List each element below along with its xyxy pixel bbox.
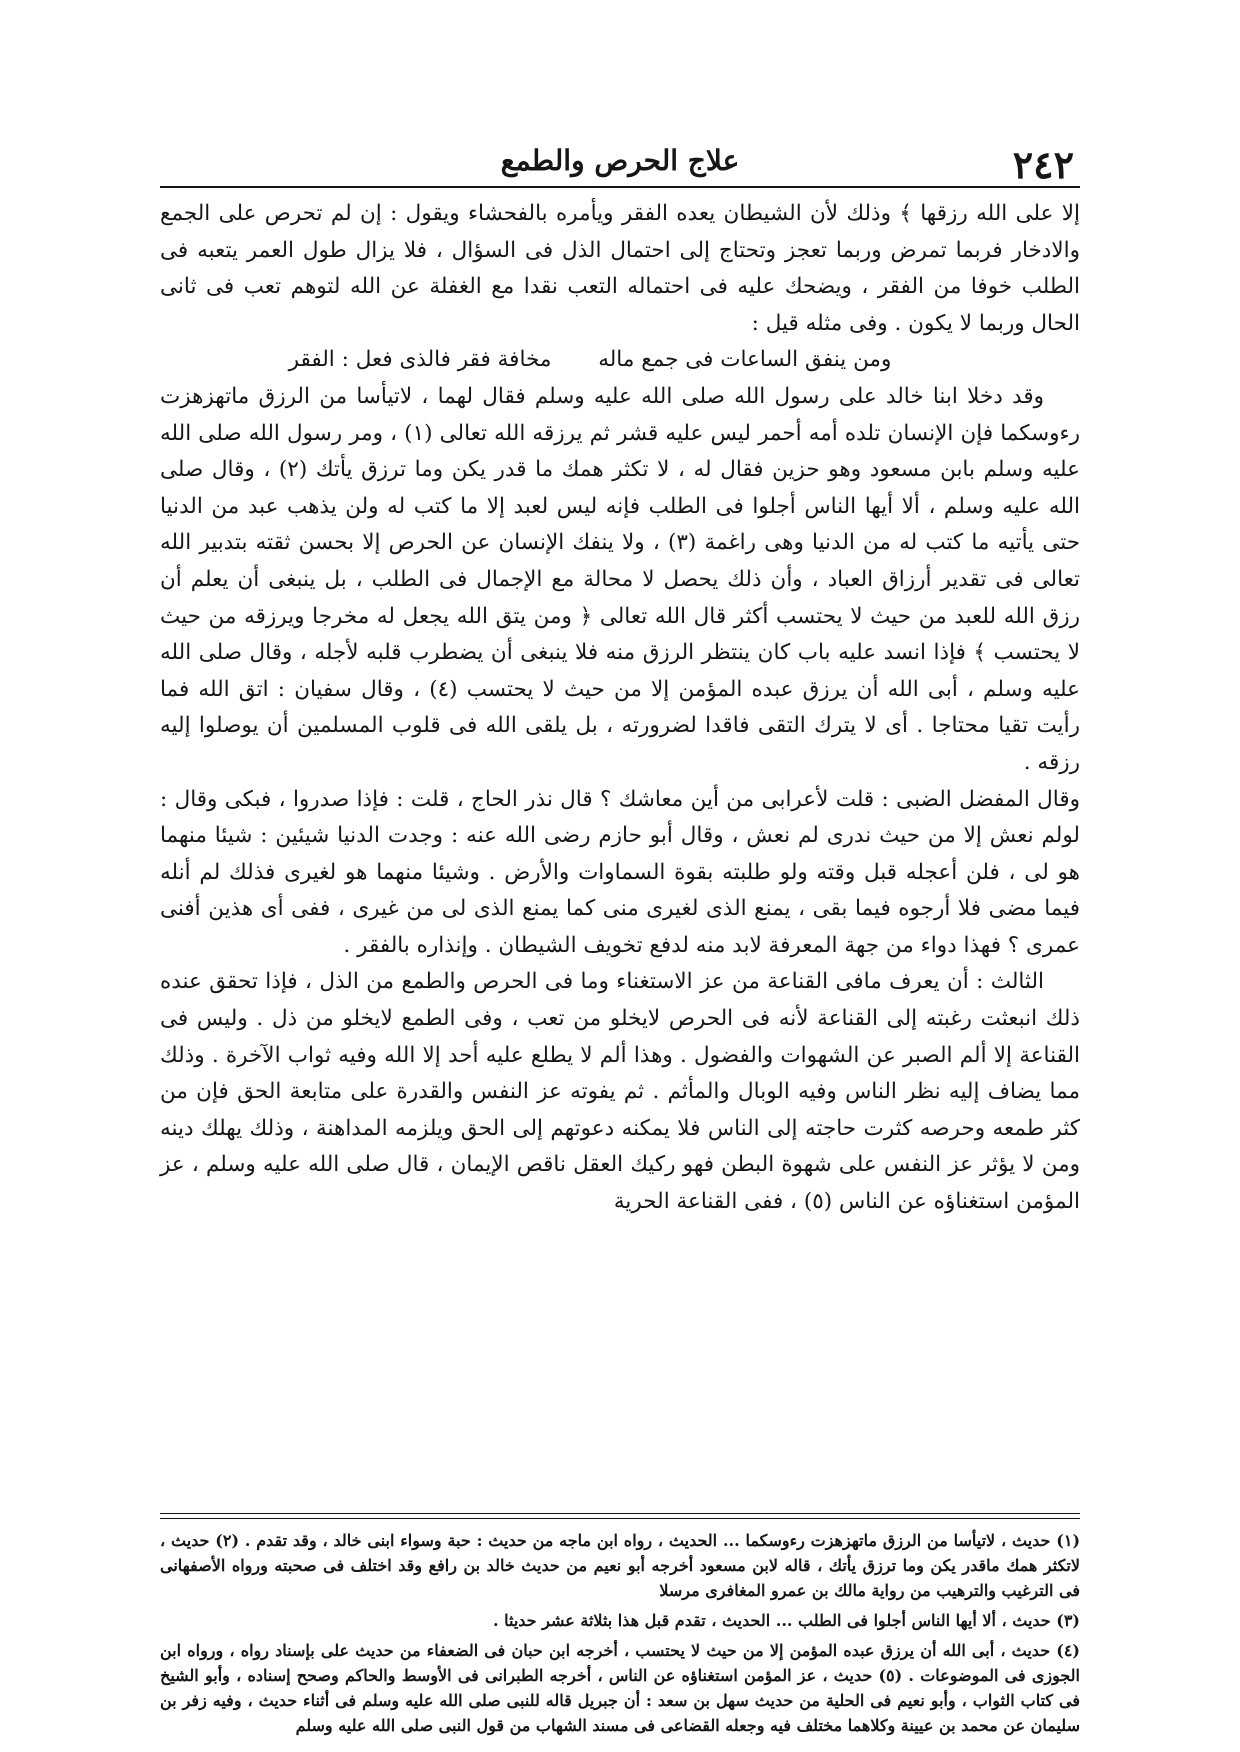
poem-hemistich-2: مخافة فقر فالذى فعل : الفقر xyxy=(288,347,552,373)
main-text xyxy=(160,196,1080,1221)
footnote-1-2: (١) حديث ، لاتيأسا من الرزق ماتهزهزت رءوسكما ... الحديث ، رواه ابن ماجه من حديث : حبة وسواء ابنى خالد ، وقد تقدم . (٢) حديث ، لاتكثر همك ماقدر يكن وما ترزق يأتك ، قاله لابن مسعود أخرجه أبو نعيم من حديث خالد بن رافع وقد اختلف فى صحبته ورواه الأصفهانى فى الترغيب والترهيب من رواية مالك بن عمرو المغافرى مرسلا xyxy=(160,1531,1081,1600)
paragraph-1: إلا على الله رزقها ﴾ وذلك لأن الشيطان يعده الفقر ويأمره بالفحشاء ويقول : إن لم تحرص على الجمع والادخار فربما تمرض وربما تعجز وتحتاج إلى احتمال الذل فى السؤال ، فلا يزال طول العمر يتعبه فى الطلب خوفا من الفقر ، ويضحك عليه فى احتماله التعب نقدا مع الغفلة عن الله لتوهم تعب فى ثانى الحال وربما لا يكون . وفى مثله قيل : xyxy=(160,201,1080,336)
footnote-3: (٣) حديث ، ألا أيها الناس أجلوا فى الطلب ... الحديث ، تقدم قبل هذا بثلاثة عشر حديثا . xyxy=(492,1611,1080,1630)
poem-hemistich-1: ومن ينفق الساعات فى جمع ماله xyxy=(598,347,892,373)
page-number: ٢٤٢ xyxy=(1012,142,1074,187)
footnote-rule xyxy=(160,1513,1080,1519)
paragraph-4: الثالث : أن يعرف مافى القناعة من عز الاستغناء وما فى الحرص والطمع من الذل ، فإذا تحقق عنده ذلك انبعثت رغبته إلى القناعة لأنه فى الحرص لايخلو من تعب ، وفى الطمع لايخلو من ذل . وليس فى القناعة إلا ألم الصبر عن الشهوات والفضول . وهذا ألم لا يطلع عليه أحد إلا الله وفيه ثواب الآخرة . وذلك مما يضاف إليه نظر الناس وفيه الوبال والمأثم . ثم يفوته عز النفس والقدرة على متابعة الحق فإن من كثر طمعه وحرصه كثرت حاجته إلى الناس فلا يمكنه دعوتهم إلى الحق ويلزمه المداهنة ، وذلك يهلك دينه ومن لا يؤثر عز النفس على شهوة البطن فهو ركيك العقل ناقص الإيمان ، قال صلى الله عليه وسلم ، عز المؤمن استغناؤه عن الناس (٥) ، ففى القناعة الحرية xyxy=(160,969,1080,1215)
footnote-4-5: (٤) حديث ، أبى الله أن يرزق عبده المؤمن إلا من حيث لا يحتسب ، أخرجه ابن حبان فى الضعفاء من حديث على بإسناد رواه ، ورواه ابن الجوزى فى الموضوعات . (٥) حديث ، عز المؤمن استغناؤه عن الناس ، أخرجه الطبرانى فى الأوسط والحاكم وصحح إسناده ، وأبو الشيخ فى كتاب الثواب ، وأبو نعيم فى الحلية من حديث سهل بن سعد : أن جبريل قاله للنبى صلى الله عليه وسلم فى أثناء حديث ، وفيه زفر بن سليمان عن محمد بن عيينة وكلاهما مختلف فيه وجعله القضاعى فى مسند الشهاب من قول النبى صلى الله عليه وسلم xyxy=(160,1641,1080,1735)
paragraph-2: وقد دخلا ابنا خالد على رسول الله صلى الله عليه وسلم فقال لهما ، لاتيأسا من الرزق ماتهزهزت رءوسكما فإن الإنسان تلده أمه أحمر ليس عليه قشر ثم يرزقه الله تعالى (١) ، ومر رسول الله صلى الله عليه وسلم بابن مسعود وهو حزين فقال له ، لا تكثر همك ما قدر يكن وما ترزق يأتك (٢) ، وقال صلى الله عليه وسلم ، ألا أيها الناس أجلوا فى الطلب فإنه ليس لعبد إلا ما كتب له ولن يذهب عبد من الدنيا حتى يأتيه ما كتب له من الدنيا وهى راغمة (٣) ، ولا ينفك الإنسان عن الحرص إلا بحسن ثقته بتدبير الله تعالى فى تقدير أرزاق العباد ، وأن ذلك يحصل لا محالة مع الإجمال فى الطلب ، بل ينبغى أن يعلم أن رزق الله للعبد من حيث لا يحتسب أكثر قال الله تعالى ﴿ ومن يتق الله يجعل له مخرجا ويرزقه من حيث لا يحتسب ﴾ فإذا انسد عليه باب كان ينتظر الرزق منه فلا ينبغى أن يضطرب قلبه لأجله ، وقال صلى الله عليه وسلم ، أبى الله أن يرزق عبده المؤمن إلا من حيث لا يحتسب (٤) ، وقال سفيان : اتق الله فما رأيت تقيا محتاجا . أى لا يترك التقى فاقدا لضرورته ، بل يلقى الله فى قلوب المسلمين أن يوصلوا إليه رزقه . xyxy=(160,383,1081,775)
poem-verse xyxy=(160,342,1080,379)
paragraph-3: وقال المفضل الضبى : قلت لأعرابى من أين معاشك ؟ قال نذر الحاج ، قلت : فإذا صدروا ، فبكى وقال : لولم نعش إلا من حيث ندرى لم نعش ، وقال أبو حازم رضى الله عنه : وجدت الدنيا شيئين : شيئا منهما هو لى ، فلن أعجله قبل وقته ولو طلبته بقوة السماوات والأرض . وشيئا منهما هو لغيرى فذلك لم أنله فيما مضى فلا أرجوه فيما بقى ، يمنع الذى لغيرى منى كما يمنع الذى لى من غيرى ، ففى أى هذين أفنى عمرى ؟ فهذا دواء من جهة المعرفة لابد منه لدفع تخويف الشيطان . وإنذاره بالفقر . xyxy=(160,786,1080,958)
footnotes xyxy=(160,1528,1080,1738)
header-rule xyxy=(160,186,1080,188)
page-header xyxy=(160,140,1080,187)
page-title: علاج الحرص والطمع xyxy=(500,144,740,177)
